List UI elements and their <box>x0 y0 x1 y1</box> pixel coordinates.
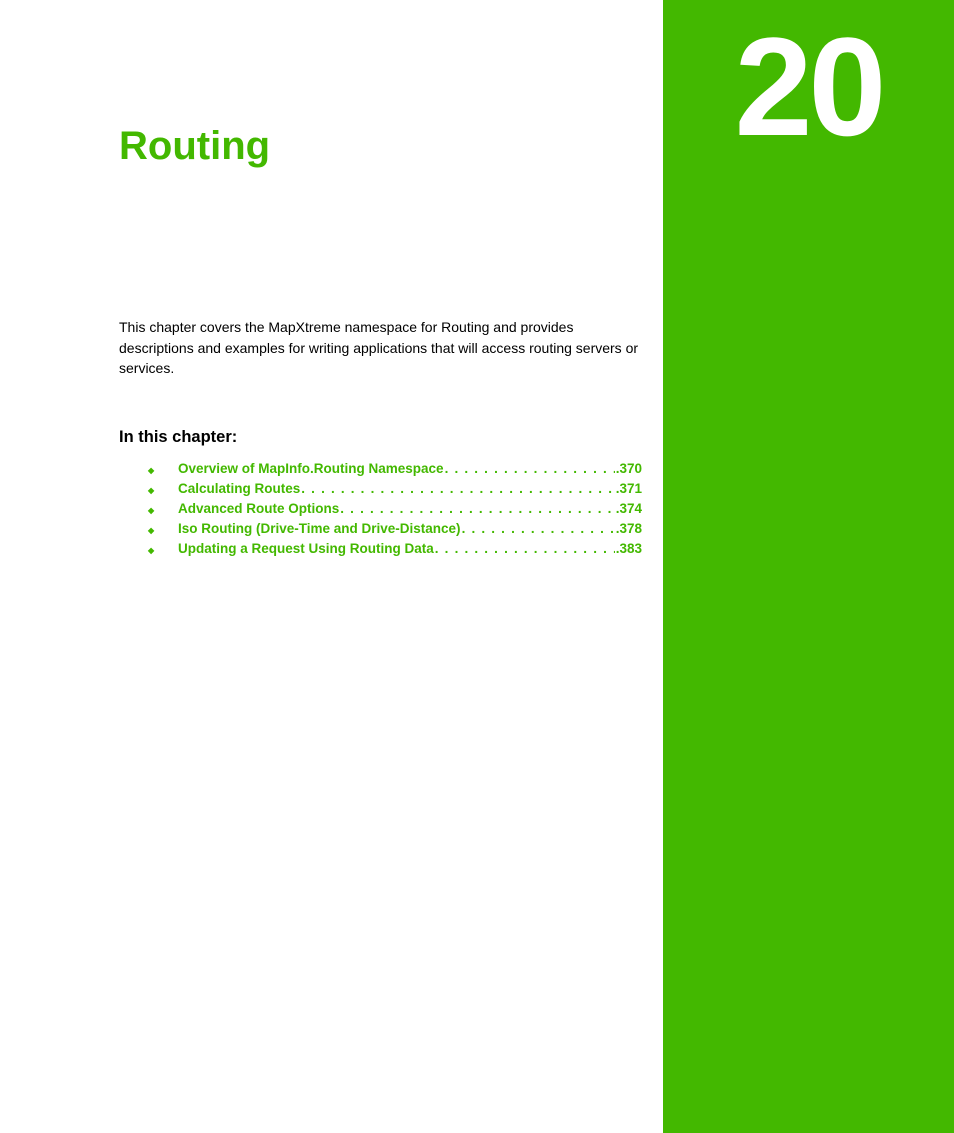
toc-item-calculating-routes[interactable] <box>148 479 642 499</box>
chapter-contents-list <box>148 459 642 559</box>
diamond-bullet-icon: ◆ <box>148 526 155 535</box>
toc-dot-leader <box>301 479 614 499</box>
toc-dot-leader <box>340 499 614 519</box>
toc-item-page[interactable]: .374 <box>615 501 642 516</box>
diamond-bullet-icon: ◆ <box>148 466 155 475</box>
toc-item-page[interactable]: .378 <box>615 521 642 536</box>
toc-dot-leader <box>462 519 615 539</box>
toc-item-iso-routing[interactable] <box>148 519 642 539</box>
in-this-chapter-heading: In this chapter: <box>119 428 238 446</box>
diamond-bullet-icon: ◆ <box>148 546 155 555</box>
toc-item-label[interactable]: Iso Routing (Drive-Time and Drive-Distance) <box>178 521 461 536</box>
toc-item-label[interactable]: Overview of MapInfo.Routing Namespace <box>178 461 444 476</box>
diamond-bullet-icon: ◆ <box>148 486 155 495</box>
chapter-title: Routing <box>119 124 271 168</box>
toc-item-page[interactable]: .383 <box>615 541 642 556</box>
toc-item-page[interactable]: .370 <box>615 461 642 476</box>
chapter-number: 20 <box>734 8 883 165</box>
toc-item-updating-request[interactable] <box>148 539 642 559</box>
toc-item-label[interactable]: Calculating Routes <box>178 481 301 496</box>
toc-item-label[interactable]: Updating a Request Using Routing Data <box>178 541 434 556</box>
toc-item-overview[interactable] <box>148 459 642 479</box>
toc-dot-leader <box>435 539 615 559</box>
toc-item-page[interactable]: .371 <box>615 481 642 496</box>
toc-item-label[interactable]: Advanced Route Options <box>178 501 340 516</box>
toc-item-advanced-route-options[interactable] <box>148 499 642 519</box>
chapter-side-band <box>663 0 954 1133</box>
diamond-bullet-icon: ◆ <box>148 506 155 515</box>
chapter-intro: This chapter covers the MapXtreme namespace for Routing and provides descriptions and examples for writing applications that will access routing servers or services. <box>119 319 639 376</box>
toc-dot-leader <box>445 459 615 479</box>
